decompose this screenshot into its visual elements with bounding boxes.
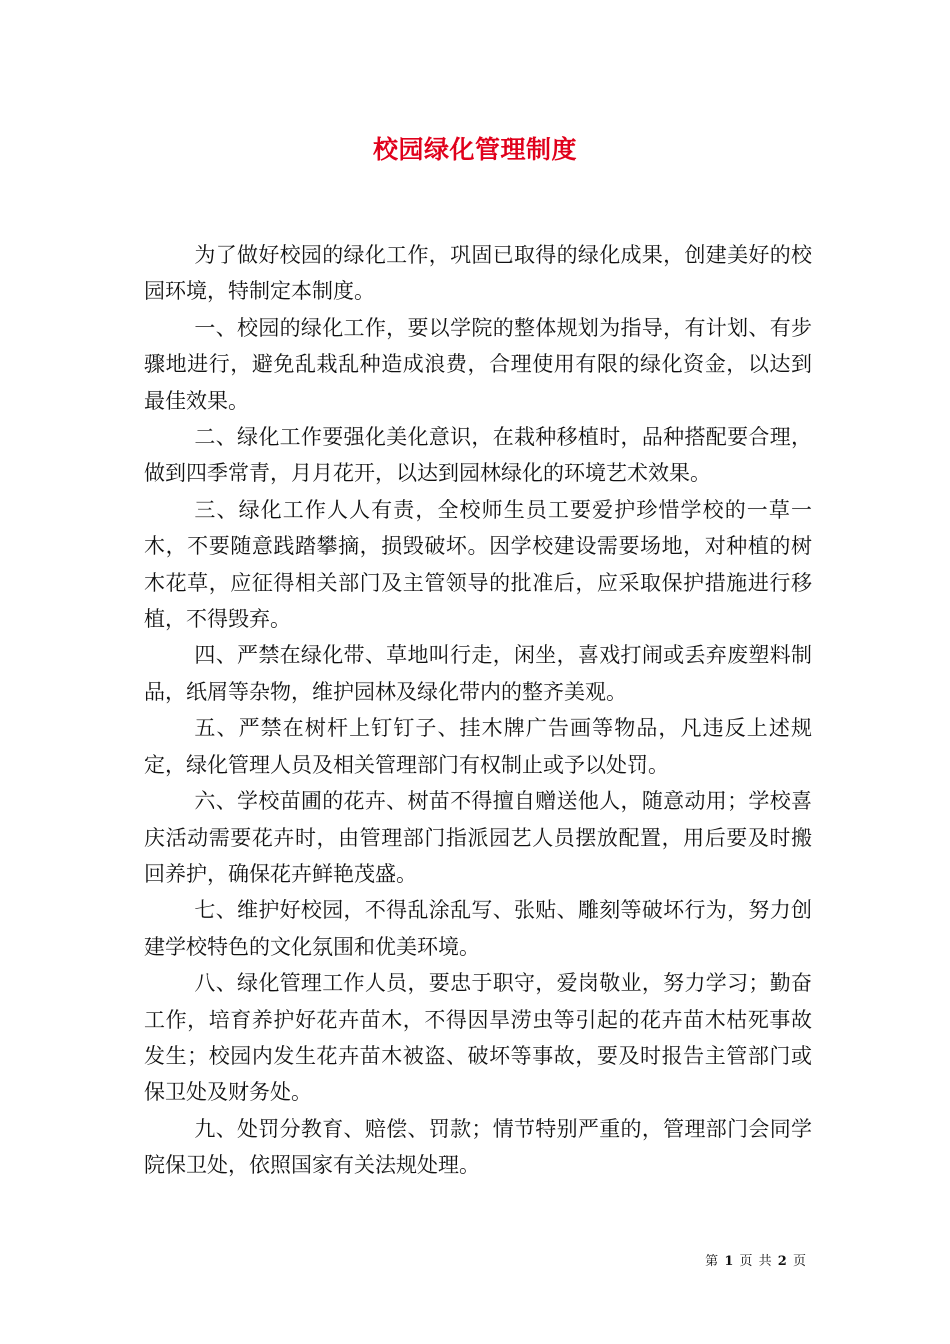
footer-total-pages: 2 — [777, 1254, 788, 1269]
paragraph-4: 四、严禁在绿化带、草地叫行走，闲坐，喜戏打闹或丢弃废塑料制品，纸屑等杂物，维护园林及绿化带内的整齐美观。 — [144, 643, 812, 704]
paragraph-3: 三、绿化工作人人有责，全校师生员工要爱护珍惜学校的一草一木，不要随意践踏攀摘，损毁破坏。因学校建设需要场地，对种植的树木花草，应征得相关部门及主管领导的批准后，应采取保护措施进行移植，不得毁弃。 — [144, 497, 812, 632]
paragraph-5: 五、严禁在树杆上钉钉子、挂木牌广告画等物品，凡违反上述规定，绿化管理人员及相关管理部门有权制止或予以处罚。 — [144, 716, 812, 777]
footer-middle: 页 共 — [739, 1254, 773, 1269]
footer-prefix: 第 — [705, 1254, 720, 1269]
document-title: 校园绿化管理制度 — [372, 135, 577, 164]
page-number-footer — [705, 1250, 807, 1269]
footer-current-page: 1 — [724, 1254, 735, 1269]
paragraph-7: 七、维护好校园，不得乱涂乱写、张贴、雕刻等破坏行为，努力创建学校特色的文化氛围和优美环境。 — [144, 898, 812, 959]
paragraph-9: 九、处罚分教育、赔偿、罚款；情节特别严重的，管理部门会同学院保卫处，依照国家有关法规处理。 — [144, 1116, 812, 1178]
footer-suffix: 页 — [792, 1254, 807, 1269]
document-body — [144, 237, 812, 1184]
paragraph-6: 六、学校苗圃的花卉、树苗不得擅自赠送他人，随意动用；学校喜庆活动需要花卉时，由管理部门指派园艺人员摆放配置，用后要及时搬回养护，确保花卉鲜艳茂盛。 — [144, 789, 812, 886]
paragraph-intro: 为了做好校园的绿化工作，巩固已取得的绿化成果，创建美好的校园环境，特制定本制度。 — [144, 243, 812, 304]
paragraph-2: 二、绿化工作要强化美化意识，在栽种移植时，品种搭配要合理，做到四季常青，月月花开，以达到园林绿化的环境艺术效果。 — [144, 425, 812, 486]
paragraph-8: 八、绿化管理工作人员，要忠于职守，爱岗敬业，努力学习；勤奋工作，培育养护好花卉苗木，不得因旱涝虫等引起的花卉苗木枯死事故发生；校园内发生花卉苗木被盗、破坏等事故，要及时报告主管部门或保卫处及财务处。 — [144, 971, 812, 1105]
paragraph-1: 一、校园的绿化工作，要以学院的整体规划为指导，有计划、有步骤地进行，避免乱栽乱种造成浪费，合理使用有限的绿化资金，以达到最佳效果。 — [144, 315, 812, 413]
